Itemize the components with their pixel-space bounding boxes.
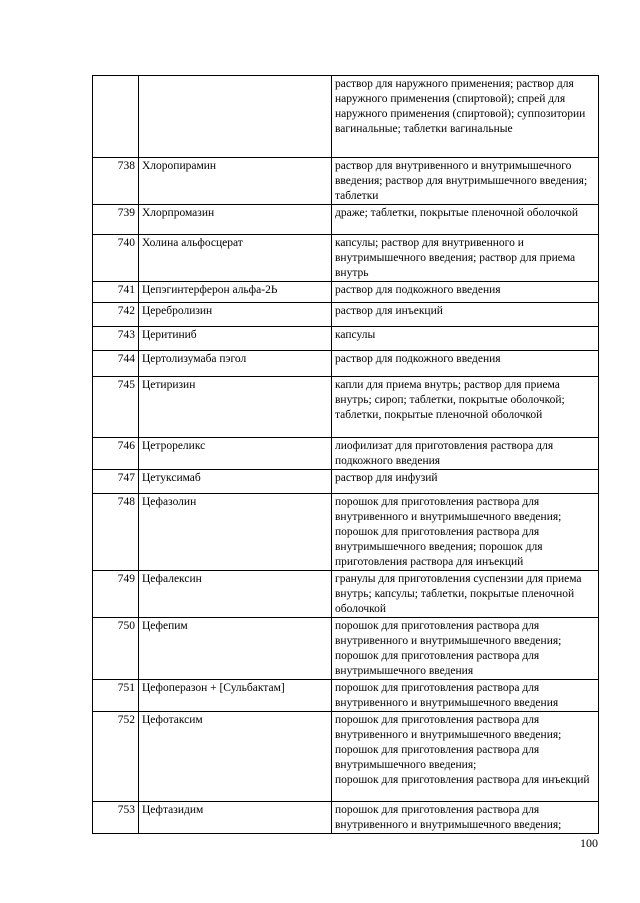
table-row (93, 303, 599, 327)
dosage-form: порошок для приготовления раствора для внутривенного и внутримышечного введения (332, 680, 599, 712)
dosage-form: драже; таблетки, покрытые пленочной оболочкой (332, 205, 599, 235)
drug-name: Церитиниб (139, 327, 332, 351)
drug-name: Цепэгинтерферон альфа-2Ь (139, 282, 332, 303)
drug-name: Цефазолин (139, 494, 332, 571)
row-number: 738 (93, 158, 139, 205)
row-number: 740 (93, 235, 139, 282)
row-number: 746 (93, 438, 139, 470)
drug-table-body (93, 76, 599, 834)
dosage-form: порошок для приготовления раствора для внутривенного и внутримышечного введения; порошок для приготовления раствора для внутримышечного введения (332, 618, 599, 680)
drug-name: Цефоперазон + [Сульбактам] (139, 680, 332, 712)
row-number: 752 (93, 712, 139, 802)
page-number: 100 (580, 836, 598, 850)
row-number: 747 (93, 470, 139, 494)
drug-name: Цетуксимаб (139, 470, 332, 494)
drug-name: Хлоропирамин (139, 158, 332, 205)
drug-name: Цефалексин (139, 571, 332, 618)
drug-name: Хлорпромазин (139, 205, 332, 235)
drug-name: Цетиризин (139, 377, 332, 438)
dosage-form: раствор для инъекций (332, 303, 599, 327)
drug-name (139, 76, 332, 158)
dosage-form: гранулы для приготовления суспензии для приема внутрь; капсулы; таблетки, покрытые пленочной оболочкой (332, 571, 599, 618)
table-row (93, 327, 599, 351)
table-row (93, 282, 599, 303)
dosage-form: капли для приема внутрь; раствор для приема внутрь; сироп; таблетки, покрытые оболочкой; таблетки, покрытые пленочной оболочкой (332, 377, 599, 438)
drug-name: Цефотаксим (139, 712, 332, 802)
table-row (93, 438, 599, 470)
dosage-form: порошок для приготовления раствора для внутривенного и внутримышечного введения; порошок для приготовления раствора для внутримышечного введения; порошок для приготовления раствора для инъекций (332, 712, 599, 802)
row-number: 741 (93, 282, 139, 303)
row-number: 744 (93, 351, 139, 377)
dosage-form: капсулы (332, 327, 599, 351)
drug-table (92, 75, 599, 834)
dosage-form: раствор для подкожного введения (332, 351, 599, 377)
table-row (93, 235, 599, 282)
row-number: 753 (93, 802, 139, 834)
drug-name: Цефепим (139, 618, 332, 680)
table-row (93, 494, 599, 571)
dosage-form: раствор для подкожного введения (332, 282, 599, 303)
row-number: 743 (93, 327, 139, 351)
row-number: 749 (93, 571, 139, 618)
dosage-form: раствор для наружного применения; раствор для наружного применения (спиртовой); спрей для наружного применения (спиртовой); суппозитории вагинальные; таблетки вагинальные (332, 76, 599, 158)
row-number: 748 (93, 494, 139, 571)
table-row (93, 158, 599, 205)
dosage-form: раствор для инфузий (332, 470, 599, 494)
table-row (93, 351, 599, 377)
drug-name: Цетрореликс (139, 438, 332, 470)
dosage-form: порошок для приготовления раствора для внутривенного и внутримышечного введения; (332, 802, 599, 834)
row-number (93, 76, 139, 158)
drug-name: Холина альфосцерат (139, 235, 332, 282)
table-row (93, 802, 599, 834)
row-number: 751 (93, 680, 139, 712)
table-row (93, 618, 599, 680)
dosage-form: лиофилизат для приготовления раствора для подкожного введения (332, 438, 599, 470)
row-number: 739 (93, 205, 139, 235)
table-row (93, 680, 599, 712)
drug-name: Церебролизин (139, 303, 332, 327)
dosage-form: порошок для приготовления раствора для внутривенного и внутримышечного введения; порошок для приготовления раствора для внутримышечного введения; порошок для приготовления раствора для инъекций (332, 494, 599, 571)
table-row (93, 712, 599, 802)
drug-name: Цефтазидим (139, 802, 332, 834)
dosage-form: капсулы; раствор для внутривенного и внутримышечного введения; раствор для приема внутрь (332, 235, 599, 282)
row-number: 745 (93, 377, 139, 438)
table-row (93, 377, 599, 438)
table-row (93, 571, 599, 618)
row-number: 750 (93, 618, 139, 680)
table-row (93, 470, 599, 494)
drug-name: Цертолизумаба пэгол (139, 351, 332, 377)
table-row (93, 76, 599, 158)
table-row (93, 205, 599, 235)
dosage-form: раствор для внутривенного и внутримышечного введения; раствор для внутримышечного введения; таблетки (332, 158, 599, 205)
row-number: 742 (93, 303, 139, 327)
